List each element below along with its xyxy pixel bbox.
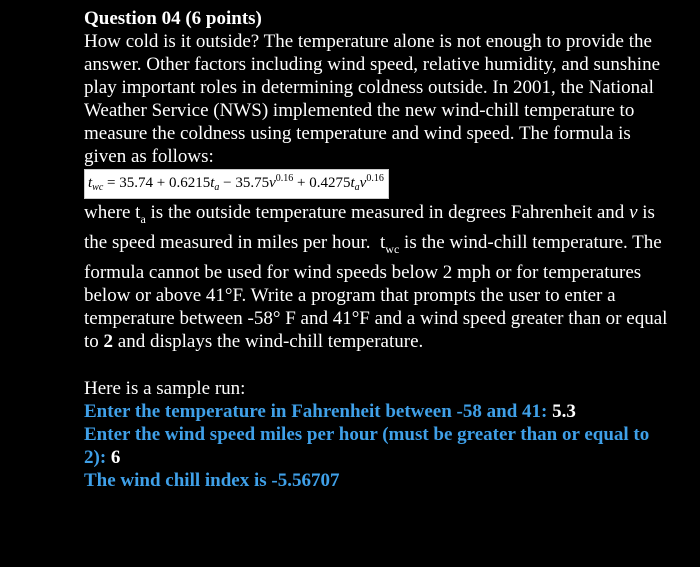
formula-v1: v bbox=[269, 175, 276, 191]
question-content bbox=[84, 8, 674, 492]
formula-exp2: 0.16 bbox=[366, 173, 384, 184]
wind-chill-output: The wind chill index is -5.56707 bbox=[84, 470, 340, 491]
formula-lhs-var: t bbox=[88, 175, 93, 191]
question-description: where $t_a$ is the outside temperature measured in degrees Fahrenheit and v is the speed measured in miles per hour. $t_{wc}$ is the wind-chill temperature. The formula cannot be used for wind speeds below 2 mph or for temperatures below or above 41°F. Write a program that prompts the user to enter a temperature between -58° F and 41°F and a wind speed greater than or equal to 2 and displays the wind-chill temperature. bbox=[84, 202, 673, 352]
formula-t2: t bbox=[350, 175, 355, 191]
sample-run-header: Here is a sample run: bbox=[84, 378, 246, 399]
question-intro: How cold is it outside? The temperature alone is not enough to provide the answer. Other factors including wind speed, relative humidity, and sunshine play important roles in determining coldness outside. In 2001, the National Weather Service (NWS) implemented the new wind-chill temperature to measure the coldness using temperature and wind speed. The formula is given as follows: bbox=[84, 31, 665, 167]
sample-line-temperature bbox=[84, 400, 674, 423]
wind-speed-input-value: 6 bbox=[110, 447, 121, 468]
spacer bbox=[84, 353, 674, 377]
wind-speed-prompt: Enter the wind speed miles per hour (must be greater than or equal to 2): bbox=[84, 424, 650, 468]
sample-line-wind-speed bbox=[84, 423, 674, 469]
wind-chill-formula bbox=[84, 169, 389, 199]
formula-t2-sub: a bbox=[354, 182, 360, 193]
question-title: Question 04 (6 points) bbox=[84, 8, 262, 29]
formula-minus: − 35.75 bbox=[219, 175, 270, 191]
sample-line-output bbox=[84, 469, 674, 492]
formula-t1-sub: a bbox=[214, 182, 220, 193]
formula-v2: v bbox=[359, 175, 367, 191]
formula-plus: + 0.4275 bbox=[293, 175, 351, 191]
formula-lhs-sub: wc bbox=[92, 182, 104, 193]
formula-exp1: 0.16 bbox=[275, 173, 294, 184]
temperature-prompt: Enter the temperature in Fahrenheit between -58 and 41: bbox=[84, 401, 553, 422]
formula-eq: = 35.74 + 0.6215 bbox=[103, 175, 211, 191]
temperature-input-value: 5.3 bbox=[552, 401, 576, 422]
formula-t1: t bbox=[210, 175, 215, 191]
